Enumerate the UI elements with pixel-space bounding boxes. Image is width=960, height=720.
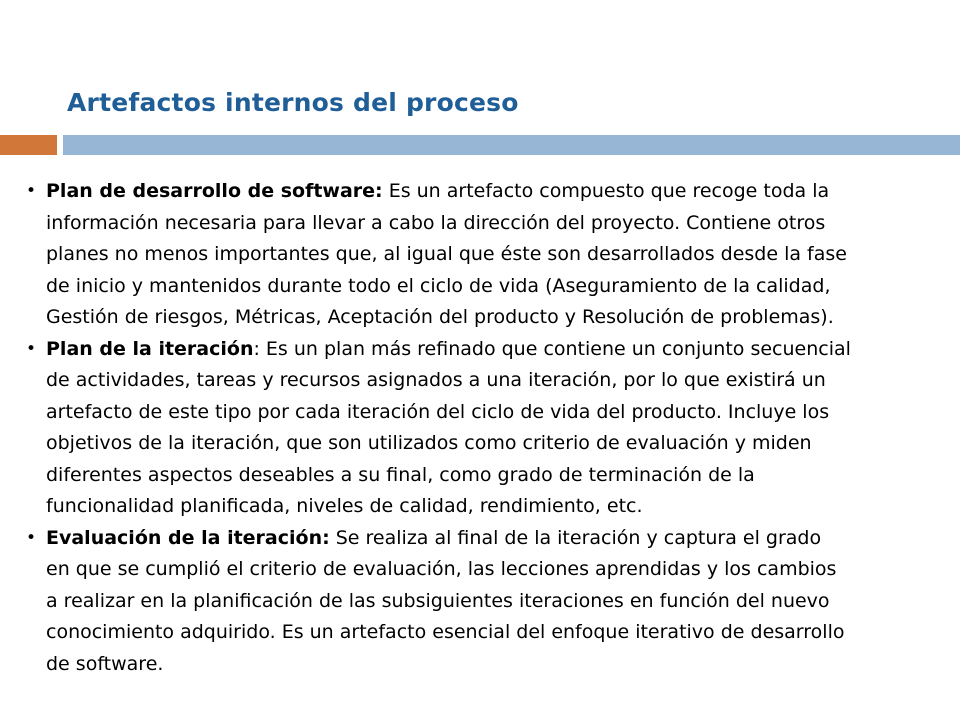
bullet-line: artefacto de este tipo por cada iteración del ciclo de vida del producto. Incluye los bbox=[46, 400, 830, 423]
bullet-line: planes no menos importantes que, al igual que éste son desarrollados desde la fase bbox=[46, 243, 847, 265]
bullet-plan-desarrollo bbox=[24, 176, 944, 334]
bullet-line: a realizar en la planificación de las subsiguientes iteraciones en función del nuevo bbox=[46, 589, 830, 612]
bullet-line: Gestión de riesgos, Métricas, Aceptación del producto y Resolución de problemas). bbox=[46, 306, 834, 328]
bullet-marker: • bbox=[25, 181, 37, 201]
bullet-text: Se realiza al final de la iteración y captura el grado bbox=[329, 526, 822, 549]
accent-bar-blue bbox=[63, 135, 960, 155]
bullet-term: Evaluación de la iteración: bbox=[46, 526, 330, 549]
bullet-line: conocimiento adquirido. Es un artefacto esencial del enfoque iterativo de desarrollo bbox=[46, 621, 845, 643]
bullet-line: información necesaria para llevar a cabo la dirección del proyecto. Contiene otros bbox=[46, 211, 826, 234]
bullet-line: en que se cumplió el criterio de evaluación, las lecciones aprendidas y los cambios bbox=[46, 558, 837, 580]
bullet-line: de actividades, tareas y recursos asignados a una iteración, por lo que existirá un bbox=[46, 369, 826, 391]
bullet-line: de inicio y mantenidos durante todo el ciclo de vida (Aseguramiento de la calidad, bbox=[46, 274, 831, 297]
slide-title: Artefactos internos del proceso bbox=[67, 88, 519, 117]
bullet-line bbox=[46, 334, 944, 366]
bullet-line: de software. bbox=[46, 652, 164, 675]
bullet-line: diferentes aspectos deseables a su final, como grado de terminación de la bbox=[46, 463, 755, 486]
bullet-line bbox=[46, 523, 944, 555]
bullet-marker: • bbox=[25, 527, 37, 548]
bullet-line: funcionalidad planificada, niveles de calidad, rendimiento, etc. bbox=[46, 495, 643, 517]
bullet-text: Es un artefacto compuesto que recoge toda la bbox=[382, 180, 830, 202]
bullet-plan-iteracion bbox=[24, 334, 944, 523]
bullet-evaluacion-iteracion bbox=[24, 523, 944, 681]
bullet-list bbox=[24, 176, 944, 680]
bullet-text: : Es un plan más refinado que contiene un conjunto secuencial bbox=[253, 337, 851, 360]
bullet-line: objetivos de la iteración, que son utilizados como criterio de evaluación y miden bbox=[46, 432, 812, 454]
accent-bar-orange bbox=[0, 135, 57, 155]
bullet-term: Plan de desarrollo de software: bbox=[46, 180, 383, 202]
bullet-marker: • bbox=[25, 338, 37, 359]
bullet-line bbox=[46, 176, 944, 208]
bullet-term: Plan de la iteración bbox=[46, 337, 254, 360]
